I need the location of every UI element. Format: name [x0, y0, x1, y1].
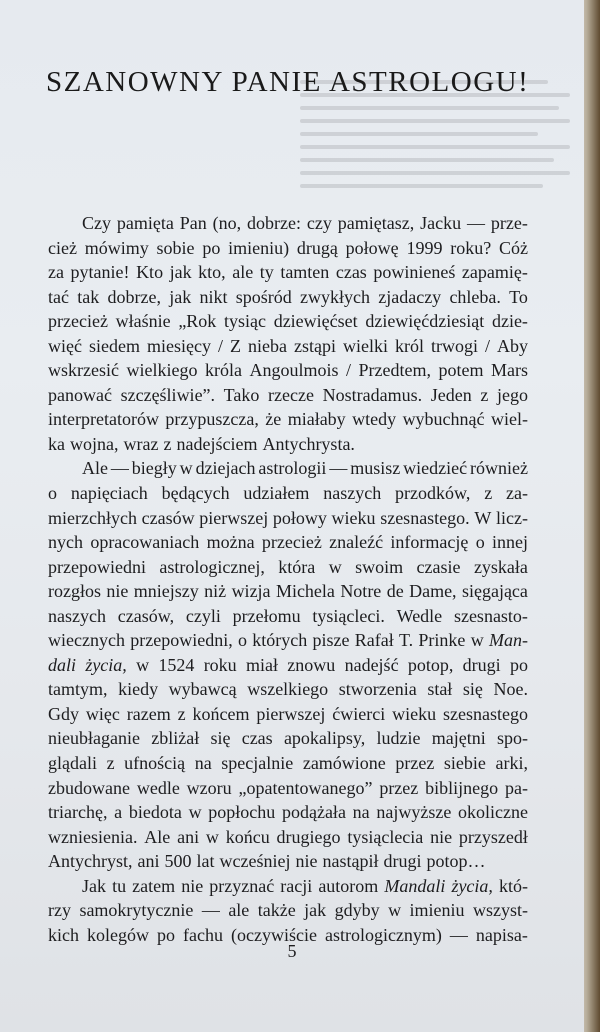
word: na — [194, 753, 212, 774]
word: wiel- — [490, 409, 528, 430]
word: można — [206, 532, 255, 553]
text-line — [48, 309, 528, 334]
word: pamięta — [116, 213, 174, 233]
word: których — [252, 630, 308, 651]
word: znowu — [287, 654, 336, 675]
word: jak — [169, 262, 192, 283]
word: 500 — [164, 851, 192, 872]
word: — — [201, 900, 220, 921]
word: / — [345, 360, 351, 381]
word: będących — [161, 483, 230, 504]
word: wizja — [231, 581, 271, 602]
word: dali — [48, 654, 77, 675]
word: wzoru — [186, 777, 232, 798]
word: przez — [395, 753, 435, 774]
word: Czy — [82, 213, 111, 233]
word: za — [48, 262, 64, 283]
text-line — [48, 555, 528, 580]
word: zbliżał — [151, 728, 200, 749]
word: razem — [126, 703, 171, 724]
word: imieniu) — [228, 237, 290, 258]
word: przecież — [48, 311, 108, 332]
word: Man- — [488, 630, 528, 651]
word: król — [394, 335, 424, 356]
word: Ale — [82, 458, 108, 479]
word: interpretatorów — [48, 409, 159, 430]
word: w — [179, 458, 193, 479]
word: tak — [77, 286, 100, 307]
word: Angoulmois — [249, 360, 339, 381]
word: miałaby — [287, 409, 346, 430]
word: Antychrysta. — [262, 433, 355, 454]
word: czyli — [185, 605, 221, 626]
word: Jeden — [430, 384, 472, 405]
word: biblijnego — [425, 777, 499, 798]
word: naszych — [323, 483, 382, 504]
word: „Rok — [178, 311, 217, 332]
text-line — [48, 358, 528, 383]
word: zbudowane — [48, 777, 130, 798]
word: chleba. — [449, 286, 501, 307]
word: imieniu — [409, 900, 465, 921]
text-line — [48, 211, 528, 236]
word: astrologicznej, — [159, 556, 265, 577]
word: kolegów — [87, 924, 149, 945]
word: panować — [48, 384, 112, 405]
word: wcześniej — [219, 851, 291, 872]
word: przodków, — [395, 483, 471, 504]
word: T. — [398, 630, 414, 651]
word: ani — [177, 826, 200, 847]
word: miesięcy — [146, 335, 211, 356]
text-line — [48, 776, 528, 801]
text-line — [48, 825, 528, 850]
word: kiedy — [118, 679, 159, 700]
word: wojna, — [70, 433, 119, 454]
word: To — [509, 286, 528, 307]
word: majętni — [431, 728, 486, 749]
word: w — [188, 802, 202, 823]
word: życia, — [451, 875, 493, 896]
word: po — [202, 237, 221, 258]
word: rzy — [48, 900, 71, 921]
word: 1999 — [406, 237, 443, 258]
word: mniejszy — [133, 581, 199, 602]
word: kto, — [198, 262, 226, 283]
body-text — [48, 211, 528, 947]
word: drugą — [296, 237, 338, 258]
word: potem — [438, 360, 484, 381]
word: o — [48, 483, 57, 504]
word: dziewięćset — [273, 311, 358, 332]
word: roku? — [450, 237, 492, 258]
word: biedota — [128, 802, 182, 823]
word: tamtym, — [48, 679, 108, 700]
text-line — [48, 874, 528, 899]
word: spośród — [235, 286, 292, 307]
word: szesnastego — [443, 703, 528, 724]
word: udziałem — [243, 483, 310, 504]
word: rzecze — [268, 384, 314, 405]
word: (no, — [212, 213, 242, 233]
text-line — [48, 432, 528, 457]
word: Tako — [223, 384, 260, 405]
word: w — [205, 826, 219, 847]
word: połowę — [345, 237, 399, 258]
text-line — [48, 334, 528, 359]
word: popłochu — [208, 802, 276, 823]
word: mówimy — [84, 237, 149, 258]
word: biegły — [131, 458, 177, 479]
word: Prinke — [418, 630, 466, 651]
word: także — [257, 900, 296, 921]
word: czasów, — [117, 605, 175, 626]
word: innej — [492, 532, 528, 553]
text-line — [48, 653, 528, 678]
word: Notre — [340, 581, 382, 602]
word: / — [217, 335, 223, 356]
word: przyszedł — [458, 826, 528, 847]
word: przepowiedni, — [130, 630, 233, 651]
word: Kto — [136, 262, 164, 283]
word: która — [278, 556, 316, 577]
word: w — [328, 556, 342, 577]
word: mierzchłych — [48, 507, 137, 528]
word: Gdy — [48, 703, 79, 724]
word: wiecznych — [48, 630, 125, 651]
word: więc — [85, 703, 120, 724]
word: racji — [280, 875, 313, 896]
text-line — [48, 677, 528, 702]
word: apokalipsy, — [283, 728, 366, 749]
word: wieku — [331, 507, 376, 528]
word: tysiąclecia — [347, 826, 424, 847]
word: Mars — [490, 360, 528, 381]
word: drugiego — [276, 826, 341, 847]
word: Przedtem, — [358, 360, 431, 381]
chapter-title: SZANOWNY PANIE ASTROLOGU! — [46, 66, 530, 98]
word: czas — [335, 262, 367, 283]
word: nadejść — [344, 654, 399, 675]
word: znaleźć — [329, 532, 384, 553]
word: wtedy — [352, 409, 397, 430]
word: ale — [232, 262, 254, 283]
word: nych — [48, 532, 83, 553]
word: najwyższe — [376, 802, 452, 823]
word: licz- — [496, 507, 528, 528]
word: z — [480, 384, 489, 405]
text-line — [48, 481, 528, 506]
word: nikt — [199, 286, 228, 307]
word: zamówione — [302, 753, 386, 774]
word: wybawcą — [168, 679, 237, 700]
word: ludzie — [376, 728, 421, 749]
word: zstąpi — [293, 335, 336, 356]
word: z — [177, 703, 186, 724]
word: za- — [506, 483, 528, 504]
word: pamiętasz, — [337, 213, 415, 233]
word: połowy — [272, 507, 327, 528]
word: miał — [245, 654, 278, 675]
word: dzie- — [491, 311, 528, 332]
word: na — [352, 802, 370, 823]
word: niż — [204, 581, 227, 602]
word: „opatentowanego” — [238, 777, 373, 798]
text-line — [48, 407, 528, 432]
word: Mandali — [384, 875, 446, 896]
word: zyskała — [473, 556, 528, 577]
text-line — [48, 579, 528, 604]
word: pytanie! — [70, 262, 130, 283]
text-line — [48, 898, 528, 923]
text-line — [48, 383, 528, 408]
text-line — [48, 800, 528, 825]
word: króla — [204, 360, 242, 381]
word: Noe. — [493, 679, 528, 700]
word: nie — [295, 851, 318, 872]
word: dziejach — [195, 458, 256, 479]
word: szesnasto- — [453, 605, 528, 626]
word: nastąpił — [322, 851, 379, 872]
word: ty — [259, 262, 274, 283]
word: w — [136, 654, 150, 675]
word: gdyby — [334, 900, 380, 921]
word: triarchę, — [48, 802, 108, 823]
word: końcem — [192, 703, 250, 724]
word: — — [449, 924, 468, 945]
text-line — [48, 751, 528, 776]
word: przyznać — [209, 875, 275, 896]
word: / — [484, 335, 490, 356]
word: nie — [106, 581, 129, 602]
word: fachu — [183, 924, 223, 945]
word: czasów — [141, 507, 195, 528]
word: Z — [229, 335, 241, 356]
word: — — [467, 213, 486, 233]
word: sobie — [156, 237, 195, 258]
word: tu — [112, 875, 127, 896]
word: roku — [203, 654, 237, 675]
word: ćwierci — [332, 703, 386, 724]
word: Aby — [496, 335, 528, 356]
word: siedem — [88, 335, 140, 356]
word: przełomu — [232, 605, 301, 626]
word: Ale — [144, 826, 171, 847]
word: stworzenia — [338, 679, 417, 700]
word: pa- — [505, 777, 528, 798]
word: jak — [169, 286, 192, 307]
word: okoliczne — [458, 802, 528, 823]
word: wielkiego — [126, 360, 198, 381]
word: jak — [304, 900, 327, 921]
word: napięciach — [70, 483, 148, 504]
text-line — [48, 285, 528, 310]
text-line — [48, 726, 528, 751]
word: ufnością — [124, 753, 186, 774]
word: więć — [48, 335, 82, 356]
word: w — [470, 630, 484, 651]
word: czasie — [416, 556, 461, 577]
word: Pan — [179, 213, 207, 233]
word: któ- — [498, 875, 528, 896]
word: czas — [241, 728, 273, 749]
word: ka — [48, 433, 65, 454]
word: siebie — [443, 753, 486, 774]
word: astrologii — [258, 458, 327, 479]
page-number: 5 — [287, 941, 297, 961]
word: wzniesienia. — [48, 826, 138, 847]
word: Dame, — [409, 581, 457, 602]
word: tać — [48, 286, 69, 307]
word: ani — [137, 851, 160, 872]
word: — — [329, 458, 348, 479]
word: ale — [228, 900, 250, 921]
word: Jacku — [420, 213, 462, 233]
word: powinieneś — [373, 262, 456, 283]
word: wszelkiego — [247, 679, 329, 700]
word: tysiąc — [224, 311, 266, 332]
text-line — [48, 604, 528, 629]
word: właśnie — [115, 311, 171, 332]
word: sięgająca — [461, 581, 528, 602]
word: jego — [496, 384, 528, 405]
word: szesnastego. — [380, 507, 470, 528]
word: przecież — [261, 532, 322, 553]
word: nadejściem — [176, 433, 258, 454]
word: potop… — [426, 851, 486, 872]
word: wiedzieć — [403, 458, 468, 479]
word: Michela — [275, 581, 335, 602]
word: się — [462, 679, 483, 700]
text-line — [48, 456, 528, 481]
word: musisz — [350, 458, 401, 479]
word: wraz — [123, 433, 159, 454]
word: Wedle — [396, 605, 443, 626]
word: zjadaczy — [378, 286, 442, 307]
word: swoim — [355, 556, 404, 577]
word: rozgłos — [48, 581, 101, 602]
word: wielki — [342, 335, 388, 356]
word: stał — [427, 679, 453, 700]
word: napisa- — [475, 924, 528, 945]
show-through-text — [300, 80, 570, 210]
word: przez — [379, 777, 419, 798]
word: nieba — [247, 335, 287, 356]
word: o — [475, 532, 485, 553]
word: trwogi — [430, 335, 478, 356]
word: po — [509, 654, 528, 675]
word: również — [469, 458, 528, 479]
text-line — [48, 702, 528, 727]
word: Cóż — [498, 237, 528, 258]
word: prze- — [490, 213, 528, 233]
word: potop, — [407, 654, 454, 675]
word: samokrytycznie — [79, 900, 194, 921]
word: podążała — [281, 802, 346, 823]
word: przypuszcza, — [165, 409, 259, 430]
word: naszych — [48, 605, 106, 626]
word: że — [265, 409, 282, 430]
word: W — [474, 507, 492, 528]
word: pierwszej — [199, 507, 269, 528]
word: de — [386, 581, 404, 602]
word: wszyst- — [472, 900, 528, 921]
word: pierwszej — [256, 703, 326, 724]
word: wybuchnąć — [402, 409, 485, 430]
word: specjalnie — [221, 753, 294, 774]
word: spo- — [496, 728, 528, 749]
word: drugi — [462, 654, 501, 675]
text-line — [48, 628, 528, 653]
word: drugi — [383, 851, 422, 872]
word: autorom — [318, 875, 379, 896]
word: Jak — [82, 875, 106, 896]
text-line — [48, 849, 528, 874]
word: dziewięćdziesiąt — [365, 311, 485, 332]
word: dobrze, — [107, 286, 161, 307]
word: Antychryst, — [48, 851, 133, 872]
word: (oczywiście — [230, 924, 317, 945]
word: szczęśliwie”. — [120, 384, 216, 405]
word: zapamię- — [461, 262, 528, 283]
word: opracowaniach — [90, 532, 200, 553]
word: wskrzesić — [48, 360, 119, 381]
word: glądali — [48, 753, 97, 774]
word: zwykłych — [300, 286, 370, 307]
word: astrologicznym) — [324, 924, 442, 945]
word: końcu — [225, 826, 270, 847]
word: przepowiedni — [48, 556, 146, 577]
word: się — [210, 728, 231, 749]
word: cież — [48, 237, 77, 258]
word: pisze — [312, 630, 350, 651]
word: informację — [390, 532, 469, 553]
word: z — [163, 433, 172, 454]
word: arki, — [495, 753, 528, 774]
text-line — [48, 530, 528, 555]
word: dobrze: — [247, 213, 302, 233]
word: w — [388, 900, 402, 921]
word: — — [110, 458, 129, 479]
word: o — [237, 630, 247, 651]
word: a — [114, 802, 123, 823]
word: czy — [306, 213, 332, 233]
word: życia, — [85, 654, 127, 675]
word: po — [157, 924, 175, 945]
word: nie — [430, 826, 453, 847]
text-line — [48, 236, 528, 261]
word: nieubłaganie — [48, 728, 140, 749]
word: z — [106, 753, 115, 774]
word: tysiącleci. — [312, 605, 385, 626]
word: Rafał — [354, 630, 394, 651]
word: zatem — [132, 875, 176, 896]
word: wieku — [392, 703, 437, 724]
word: kich — [48, 924, 79, 945]
word: 1524 — [158, 654, 195, 675]
text-line — [48, 506, 528, 531]
word: nie — [181, 875, 204, 896]
word: wedle — [136, 777, 180, 798]
word: Nostradamus. — [322, 384, 423, 405]
word: z — [484, 483, 493, 504]
text-line — [48, 260, 528, 285]
word: lat — [196, 851, 215, 872]
word: tamten — [280, 262, 330, 283]
